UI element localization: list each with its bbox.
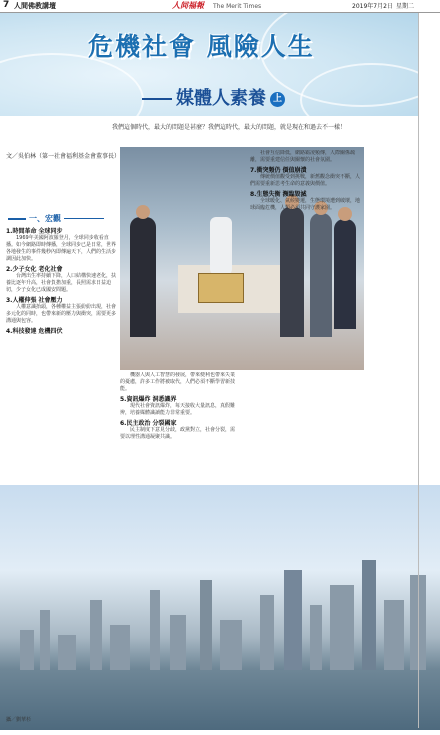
paragraph: 人權意識抬頭，各種權益主張紛紛出現，社會多元化的同時，也帶來新的壓力與衝突，需要更多溝通與包容。 (6, 304, 116, 324)
building-shape (362, 560, 376, 670)
building-shape (220, 620, 242, 670)
article-column-1 (6, 225, 116, 477)
subheading: 1.時間革命 全球同步 (6, 228, 63, 235)
subheading: 2.少子女化 老化社會 (6, 266, 63, 273)
page-header (0, 0, 440, 13)
article-title: 危機社會 風險人生 (88, 32, 315, 61)
subtitle-text: 媒體人素養 (176, 88, 266, 109)
building-shape (58, 635, 76, 670)
paragraph: 全球暖化、氣候變遷，生態環境遭到破壞，地球面臨危機，人類必須共同守護家園。 (250, 198, 360, 211)
paragraph: 1969年美國阿波羅登月，全球同步收看直播。如今網路即時傳播，全球同步已是日常，世界各地發生的事件幾秒內即傳遍天下，人們的生活步調因此加快。 (6, 235, 116, 262)
building-shape (330, 585, 354, 670)
building-shape (90, 600, 102, 670)
column-divider (418, 13, 419, 728)
building-shape (260, 595, 274, 670)
subheading: 4.科技發達 危機四伏 (6, 328, 63, 335)
person-head (136, 205, 150, 219)
person-figure (130, 217, 156, 337)
building-shape (170, 615, 186, 670)
building-shape (20, 630, 34, 670)
lede-text: 我們這個時代，最大的問題是甚麼？我們這時代，最大的問題，就是現在和過去不一樣！ (112, 124, 347, 131)
masthead-english: The Merit Times (213, 3, 262, 10)
article-column-2 (120, 372, 238, 477)
paragraph: 民主制度下意見分歧，政黨對立，社會分裂，需要以理性溝通凝聚共識。 (120, 427, 236, 440)
dash-decoration (142, 98, 172, 100)
subheading: 7.衝突頻仍 價值崩潰 (250, 167, 307, 174)
author-line: 文／吳伯林（第一社會福利基金會董事長） (6, 153, 121, 160)
issue-date: 2019年7月2日 (352, 3, 393, 10)
paragraph: 社會互信降低，網路霸凌頻傳，人際關係疏離，需要重建信任與關懷的社會氛圍。 (250, 150, 356, 163)
building-shape (40, 610, 50, 670)
subheading: 5.資訊爆炸 洞悉識界 (120, 396, 177, 403)
article-subtitle (142, 84, 285, 110)
building-shape (284, 570, 302, 670)
subheading: 6.民主政治 分裂國家 (120, 420, 177, 427)
article-column-3 (250, 150, 360, 365)
column-name: 人間佛教講壇 (14, 2, 56, 10)
paragraph: 現代社會資訊爆炸，每天接收大量訊息，真假難辨，培養媒體識讀能力非常重要。 (120, 403, 236, 416)
subheading: 8.生態失衡 瀕臨毀滅 (250, 191, 307, 198)
paragraph: 傳統價值觀受到挑戰，新舊觀念衝突不斷，人們需要重新思考生命的意義與價值。 (250, 174, 360, 187)
paragraph: 台灣出生率持續下降，人口結構快速老化，扶養比逐年升高，社會負擔加重，長照需求日益迫切，少子女化已成國安問題。 (6, 273, 116, 293)
issue-weekday: 星期二 (396, 3, 415, 10)
page-number: 7 (3, 0, 10, 10)
building-shape (310, 605, 322, 670)
paragraph: 機器人與人工智慧的發展，帶來便利也帶來失業的憂慮，許多工作將被取代，人們必須不斷學習新技能。 (120, 372, 236, 392)
part-badge: 上 (270, 92, 285, 107)
building-shape (384, 600, 404, 670)
building-shape (200, 580, 212, 670)
go-board (198, 273, 244, 303)
photo-credit: 攝／劉華杉 (6, 717, 32, 723)
building-shape (150, 590, 160, 670)
city-skyline-photo (0, 485, 440, 730)
subheading: 3.人權伸張 社會壓力 (6, 297, 63, 304)
masthead-logo: 人间福報 (172, 1, 204, 10)
section-heading: 一、宏觀 (8, 213, 128, 224)
building-shape (110, 625, 130, 670)
robot-figure (210, 217, 232, 275)
